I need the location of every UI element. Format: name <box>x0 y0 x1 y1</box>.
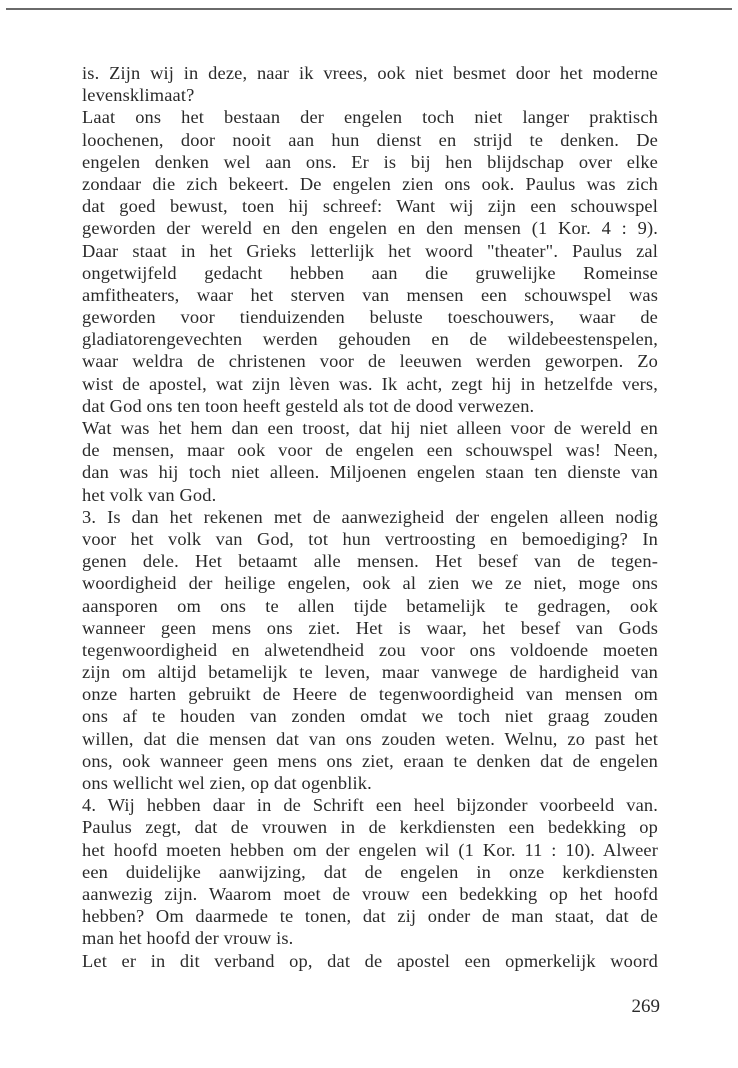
text-line: wist de apostel, wat zijn lèven was. Ik acht, zegt hij in hetzelfde vers, <box>82 373 658 394</box>
text-line: levensklimaat? <box>82 85 195 106</box>
text-line: hebben? Om daarmede te tonen, dat zij onder de man staat, dat de <box>82 906 658 927</box>
text-line: loochenen, door nooit aan hun dienst en strijd te denken. De <box>82 129 658 150</box>
text-line: ongetwijfeld gedacht hebben aan die gruwelijke Romeinse <box>82 262 658 283</box>
text-line: tegenwoordigheid en alwetendheid zou voor ons voldoende moeten <box>82 639 658 660</box>
text-line: ons wellicht wel zien, op dat ogenblik. <box>82 773 372 793</box>
text-line: onze harten gebruikt de Heere de tegenwoordigheid van mensen om <box>82 684 658 705</box>
text-line: zijn om altijd betamelijk te leven, maar vanwege de hardigheid van <box>82 662 658 683</box>
text-line: woordigheid der heilige engelen, ook al zien we ze niet, moge ons <box>82 573 658 594</box>
page-number: 269 <box>631 996 660 1017</box>
text-line: het hoofd moeten hebben om der engelen wil (1 Kor. 11 : 10). Alweer <box>82 839 658 860</box>
text-line: ons, ook wanneer geen mens ons ziet, eraan te denken dat de engelen <box>82 750 658 771</box>
text-line: ons af te houden van zonden omdat we toch niet graag zouden <box>82 706 658 727</box>
text-line: wanneer geen mens ons ziet. Het is waar, het besef van Gods <box>82 617 658 638</box>
text-line: de mensen, maar ook voor de engelen een schouwspel was! Neen, <box>82 440 658 461</box>
text-line: een duidelijke aanwijzing, dat de engelen in onze kerkdiensten <box>82 861 658 882</box>
text-line: is. Zijn wij in deze, naar ik vrees, ook niet besmet door het moderne <box>82 63 658 83</box>
top-rule <box>6 8 732 10</box>
text-line: Let er in dit verband op, dat de apostel een opmerkelijk woord <box>82 950 658 971</box>
text-line: geworden der wereld en den engelen en den mensen (1 Kor. 4 : 9). <box>82 218 658 239</box>
text-line: aansporen om ons te allen tijde betamelijk te gedragen, ook <box>82 595 658 616</box>
text-line: het volk van God. <box>82 484 217 505</box>
text-line: Paulus zegt, dat de vrouwen in de kerkdiensten een bedekking op <box>82 817 658 838</box>
text-line: dat God ons ten toon heeft gesteld als tot de dood verwezen. <box>82 395 535 416</box>
text-line: willen, dat die mensen dat van ons zouden weten. Welnu, zo past het <box>82 728 658 749</box>
text-line: 4. Wij hebben daar in de Schrift een heel bijzonder voorbeeld van. <box>82 795 658 816</box>
text-line: engelen denken wel aan ons. Er is bij hen blijdschap over elke <box>82 151 658 172</box>
text-line: amfitheaters, waar het sterven van mensen een schouwspel was <box>82 284 658 305</box>
text-line: voor het volk van God, tot hun vertroosting en bemoediging? In <box>82 528 658 549</box>
text-line: waar weldra de christenen voor de leeuwen werden geworpen. Zo <box>82 351 658 372</box>
text-line: zondaar die zich bekeert. De engelen zien ons ook. Paulus was zich <box>82 173 658 194</box>
body-text <box>82 62 658 972</box>
text-line: gladiatorengevechten werden gehouden en de wildebeestenspelen, <box>82 329 658 350</box>
text-line: aanwezig zijn. Waarom moet de vrouw een bedekking op het hoofd <box>82 883 658 904</box>
text-line: Wat was het hem dan een troost, dat hij niet alleen voor de wereld en <box>82 418 658 438</box>
text-line: geworden voor tienduizenden beluste toeschouwers, waar de <box>82 307 658 328</box>
text-line: genen dele. Het betaamt alle mensen. Het besef van de tegen- <box>82 551 658 572</box>
text-line: man het hoofd der vrouw is. <box>82 928 294 949</box>
text-line: Laat ons het bestaan der engelen toch niet langer praktisch <box>82 107 658 128</box>
text-line: 3. Is dan het rekenen met de aanwezigheid der engelen alleen nodig <box>82 506 658 527</box>
text-line: dan was hij toch niet alleen. Miljoenen engelen staan ten dienste van <box>82 462 658 483</box>
text-line: Daar staat in het Grieks letterlijk het woord "theater". Paulus zal <box>82 240 658 261</box>
text-line: dat goed bewust, toen hij schreef: Want wij zijn een schouwspel <box>82 196 658 217</box>
